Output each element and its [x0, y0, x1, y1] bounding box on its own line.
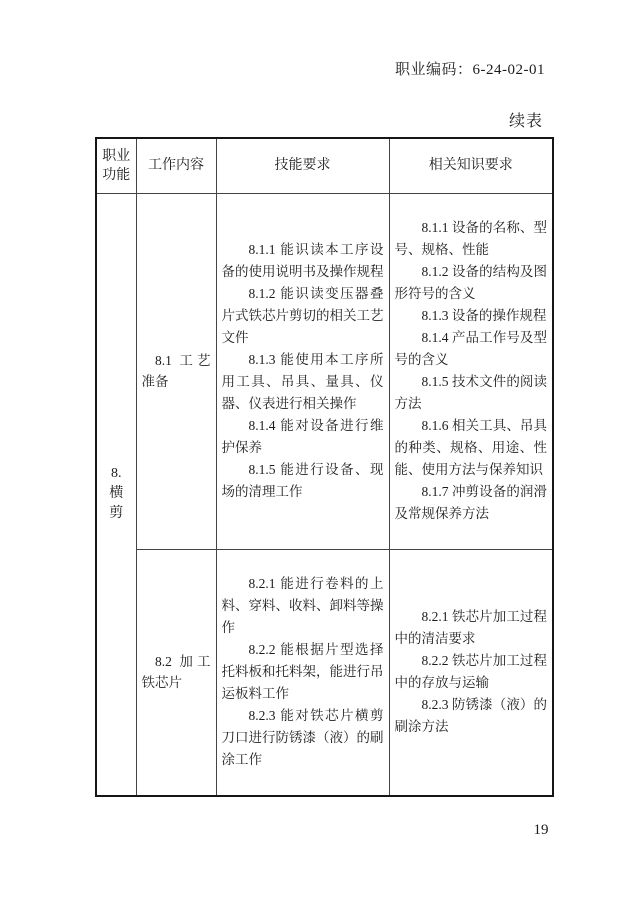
requirement-item: 8.1.1 设备的名称、型号、规格、性能 [394, 220, 547, 257]
knowledge-cell-8-1 [389, 193, 553, 549]
header-knowledge-requirements: 相关知识要求 [389, 138, 553, 193]
work-content-cell-8-1 [136, 193, 216, 549]
header-skill-requirements: 技能要求 [216, 138, 389, 193]
requirement-item: 8.2.1 能进行卷料的上料、穿料、收料、卸料等操作 [221, 576, 384, 636]
requirements-table [95, 137, 554, 797]
requirement-item: 8.1.4 能对设备进行维护保养 [221, 418, 384, 455]
requirement-item: 8.2.2 能根据片型选择托料板和托料架，能进行吊运板料工作 [221, 642, 384, 702]
function-group-label: 8. 横剪 [109, 466, 124, 522]
function-group-cell [96, 193, 136, 796]
requirement-item: 8.1.2 能识读变压器叠片式铁芯片剪切的相关工艺文件 [221, 286, 384, 345]
continued-table-label: 续表 [508, 113, 543, 130]
requirement-item: 8.1.2 设备的结构及图形符号的含义 [394, 264, 547, 301]
skills-cell-8-2 [216, 549, 389, 796]
requirement-item: 8.2.2 铁芯片加工过程中的存放与运输 [394, 653, 547, 691]
requirement-item: 8.1.7 冲剪设备的润滑及常规保养方法 [394, 484, 547, 521]
header-work-content: 工作内容 [136, 138, 216, 193]
work-content-label: 8.1 工艺准备 [141, 353, 211, 389]
knowledge-cell-8-2 [389, 549, 553, 796]
requirement-item: 8.2.1 铁芯片加工过程中的清洁要求 [394, 609, 547, 647]
requirement-item: 8.1.3 设备的操作规程 [421, 308, 547, 323]
work-content-cell-8-2 [136, 549, 216, 796]
requirement-item: 8.1.4 产品工作号及型号的含义 [394, 330, 547, 367]
skills-cell-8-1 [216, 193, 389, 549]
table-header-row [96, 138, 553, 193]
requirement-item: 8.1.5 技术文件的阅读方法 [394, 374, 547, 411]
requirement-item: 8.1.3 能使用本工序所用工具、吊具、量具、仪器、仪表进行相关操作 [221, 352, 384, 411]
table-row [96, 193, 553, 549]
page-number: 19 [533, 822, 549, 838]
work-content-label: 8.2 加工铁芯片 [141, 654, 211, 691]
requirement-item: 8.2.3 防锈漆（液）的刷涂方法 [394, 697, 547, 735]
table-row [96, 549, 553, 796]
header-occupational-function: 职业功能 [96, 138, 136, 193]
requirement-item: 8.2.3 能对铁芯片横剪刀口进行防锈漆（液）的刷涂工作 [221, 708, 384, 768]
requirement-item: 8.1.6 相关工具、吊具的种类、规格、用途、性能、使用方法与保养知识 [394, 418, 547, 477]
requirement-item: 8.1.1 能识读本工序设备的使用说明书及操作规程 [221, 242, 384, 279]
occupation-code: 职业编码：6-24-02-01 [395, 62, 545, 78]
requirement-item: 8.1.5 能进行设备、现场的清理工作 [221, 462, 384, 499]
